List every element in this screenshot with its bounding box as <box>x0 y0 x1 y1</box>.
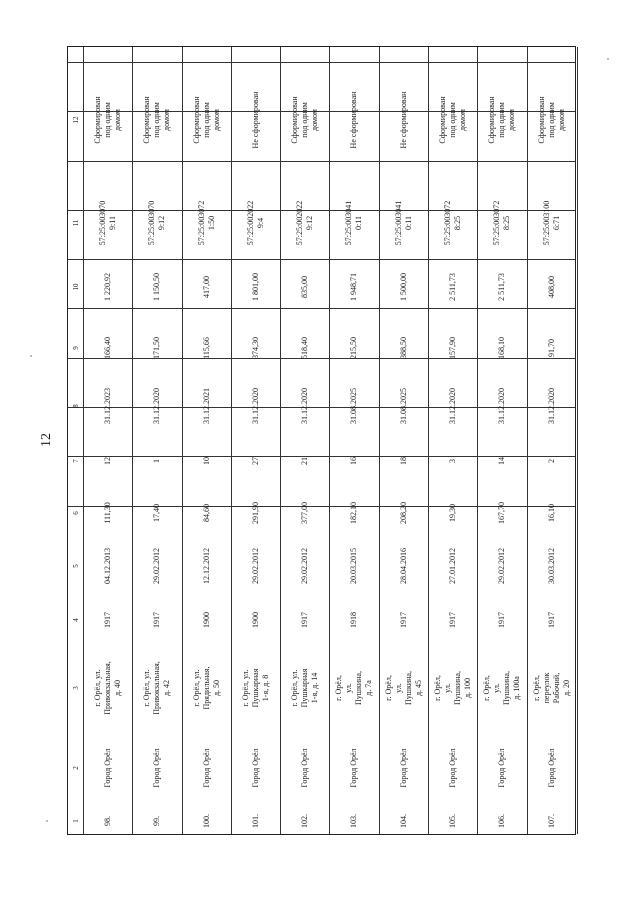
page-number: 12 <box>39 433 54 447</box>
table-cell: 168,10 <box>497 336 506 359</box>
table-cell: 04.12.2013 <box>102 548 112 584</box>
table-cell: 215,50 <box>349 336 358 359</box>
table-cell: 157,90 <box>447 336 457 359</box>
table-cell: 3 <box>447 458 457 463</box>
table-cell: 57:25:002022 9:4 <box>245 200 265 246</box>
table-cell: г. Орёл, ул. Пушкина, д. 100 <box>432 670 472 705</box>
table-cell: 1 220,92 <box>102 272 112 301</box>
table-cell: 29.02.2012 <box>250 548 260 584</box>
table-cell: 99. <box>152 816 161 826</box>
table-cell: Сформирован под одним домом <box>191 95 221 144</box>
table-cell: 1917 <box>447 611 457 628</box>
table-cell: 12.12.2012 <box>201 548 211 584</box>
table-cell: г. Орёл, ул. Привокзальная, д. 40 <box>92 660 122 715</box>
table-cell: 31.12.2020 <box>152 387 161 424</box>
table-cell: 377,00 <box>299 501 309 524</box>
column-number-10: 10 <box>71 283 80 290</box>
table-cell: 104. <box>398 814 408 828</box>
table-cell: 2 511,73 <box>497 272 506 301</box>
table-cell: Город Орёл <box>447 747 457 788</box>
table-cell: 57:25:003072 8:25 <box>442 200 462 246</box>
table-cell: 19,30 <box>447 503 457 522</box>
table-cell: 171,50 <box>152 336 161 359</box>
scan-speck <box>30 355 32 357</box>
table-cell: 417,00 <box>201 275 211 298</box>
table-cell: 374,30 <box>250 336 260 359</box>
table-cell: 57:25:003100 6:71 <box>542 200 561 246</box>
column-number-4: 4 <box>71 617 80 622</box>
table-cell: 98. <box>102 816 112 826</box>
table-cell: 31.12.2020 <box>497 387 506 424</box>
table-cell: 31.08.2025 <box>349 387 358 424</box>
table-cell: 57:25:003041 0:11 <box>393 200 413 246</box>
table-cell: 1 <box>152 458 161 463</box>
column-number-5: 5 <box>71 564 80 568</box>
table-cell: 103. <box>349 814 358 828</box>
scan-speck <box>46 820 48 822</box>
table-cell: 1917 <box>152 611 161 628</box>
table-cell: 31.12.2020 <box>447 387 457 424</box>
table-cell: 100. <box>201 814 211 828</box>
table-cell: Город Орёл <box>497 747 506 788</box>
table-cell: Город Орёл <box>152 747 161 788</box>
table-cell: Сформирован под одним домом <box>437 95 467 144</box>
table-cell: Не сформирован <box>250 91 260 148</box>
table-cell: Город Орёл <box>201 747 211 788</box>
table-cell: 10 <box>201 456 211 465</box>
table-cell: 408,00 <box>547 275 556 298</box>
column-number-1: 1 <box>71 819 80 823</box>
table-cell: 1 500,00 <box>398 272 408 301</box>
table-cell: Сформирован под одним домом <box>92 95 122 144</box>
table-cell: Сформирован под одним домом <box>487 95 516 144</box>
table-cell: 29.02.2012 <box>497 548 506 584</box>
table-cell: 102. <box>299 814 309 828</box>
table-cell: 1917 <box>497 611 506 628</box>
column-number-6: 6 <box>71 510 80 515</box>
table-cell: 2 <box>547 458 556 463</box>
table-cell: 20.03.2015 <box>349 548 358 584</box>
table-cell: г. Орёл, ул. Пушкарная 1-я, д. 14 <box>289 668 319 707</box>
table-cell: 166,40 <box>102 336 112 359</box>
table-cell: г. Орёл, ул. Прядильная, д. 50 <box>191 666 221 709</box>
table-cell: 30.03.2012 <box>547 548 556 584</box>
table-column-divider <box>577 47 578 834</box>
table-cell: 31.12.2020 <box>299 387 309 424</box>
table-cell: 107. <box>547 814 556 828</box>
table-cell: 14 <box>497 456 506 465</box>
scan-speck <box>607 58 609 60</box>
table-cell: 1 801,00 <box>250 272 260 301</box>
table-cell: Сформирован под одним домом <box>142 95 171 144</box>
table-cell: 1 150,50 <box>152 272 161 301</box>
table-cell: г. Орёл, ул. Пушкина, д. 45 <box>383 670 423 705</box>
table-cell: 167,70 <box>497 501 506 524</box>
table-cell: Город Орёл <box>102 747 112 788</box>
table-cell: 21 <box>299 456 309 465</box>
table-cell: 27 <box>250 456 260 465</box>
table-cell: 1917 <box>547 611 556 628</box>
table-cell: 1917 <box>102 611 112 628</box>
table-cell: Не сформирован <box>349 91 358 148</box>
table-cell: 18 <box>398 456 408 465</box>
table-cell: 57:25:003072 8:25 <box>492 200 511 246</box>
table-cell: 111,30 <box>102 501 112 524</box>
table-cell: 2 511,73 <box>447 272 457 301</box>
column-number-3: 3 <box>71 685 80 690</box>
table-cell: г. Орёл, переулок Рабочий, д. 20 <box>532 672 571 703</box>
table-cell: 84,60 <box>201 503 211 522</box>
table-cell: Город Орёл <box>398 747 408 788</box>
table-cell: Сформирован под одним домом <box>289 95 319 144</box>
table-cell: 16,10 <box>547 503 556 522</box>
table-cell: г. Орёл, ул. Пушкарная 1-я, д. 8 <box>240 668 270 707</box>
table-cell: Город Орёл <box>349 747 358 788</box>
table-cell: 1 948,71 <box>349 272 358 301</box>
table-cell: 1900 <box>250 611 260 628</box>
table-cell: 208,20 <box>398 501 408 524</box>
table-cell: 105. <box>447 814 457 828</box>
register-table <box>67 46 576 835</box>
table-cell: 115,66 <box>201 336 211 359</box>
table-cell: 16 <box>349 456 358 465</box>
table-cell: 29.02.2012 <box>299 548 309 584</box>
table-cell: 101. <box>250 814 260 828</box>
table-cell: 12 <box>102 456 112 465</box>
column-number-12: 12 <box>71 116 80 123</box>
table-cell: 27.01.2012 <box>447 548 457 584</box>
table-cell: 91,70 <box>547 338 556 357</box>
column-number-11: 11 <box>71 219 80 227</box>
column-number-2: 2 <box>71 765 80 770</box>
table-cell: 28.04.2016 <box>398 548 408 584</box>
table-cell: г. Орёл, ул. Привокзальная, д. 42 <box>142 660 171 715</box>
table-cell: 1917 <box>398 611 408 628</box>
table-cell: 106. <box>497 814 506 828</box>
table-cell: 182,10 <box>349 501 358 524</box>
table-cell: 57:25:003041 0:11 <box>344 200 363 246</box>
table-cell: 57:25:003072 1:50 <box>196 200 216 246</box>
table-cell: 57:25:003070 9:12 <box>147 200 166 246</box>
table-cell: Город Орёл <box>299 747 309 788</box>
table-cell: Не сформирован <box>398 91 408 148</box>
table-cell: г. Орёл, ул. Пушкина, д. 100а <box>482 670 521 705</box>
table-cell: 31.08.2025 <box>398 387 408 424</box>
table-cell: 31.12.2020 <box>250 387 260 424</box>
table-cell: 388,50 <box>398 336 408 359</box>
table-cell: 1917 <box>299 611 309 628</box>
column-number-9: 9 <box>71 345 80 350</box>
column-number-8: 8 <box>71 403 80 408</box>
column-number-7: 7 <box>71 458 80 463</box>
table-cell: 31.12.2023 <box>102 387 112 424</box>
table-cell: Сформирован под одним домом <box>537 95 566 144</box>
table-cell: Город Орёл <box>547 747 556 788</box>
table-cell: 29.02.2012 <box>152 548 161 584</box>
table-cell: 57:25:003070 9:11 <box>97 200 117 246</box>
table-cell: 57:25:002022 9:12 <box>294 200 314 246</box>
table-cell: 518,40 <box>299 336 309 359</box>
table-cell: 291,90 <box>250 501 260 524</box>
table-cell: г. Орёл, ул. Пушкина, д. 7а <box>334 670 373 705</box>
table-cell: 835,00 <box>299 275 309 298</box>
table-cell: 31.12.2021 <box>201 387 211 424</box>
table-cell: Город Орёл <box>250 747 260 788</box>
table-cell: 1900 <box>201 611 211 628</box>
table-cell: 1918 <box>349 611 358 628</box>
table-cell: 31.12.2020 <box>547 387 556 424</box>
table-cell: 17,40 <box>152 503 161 522</box>
